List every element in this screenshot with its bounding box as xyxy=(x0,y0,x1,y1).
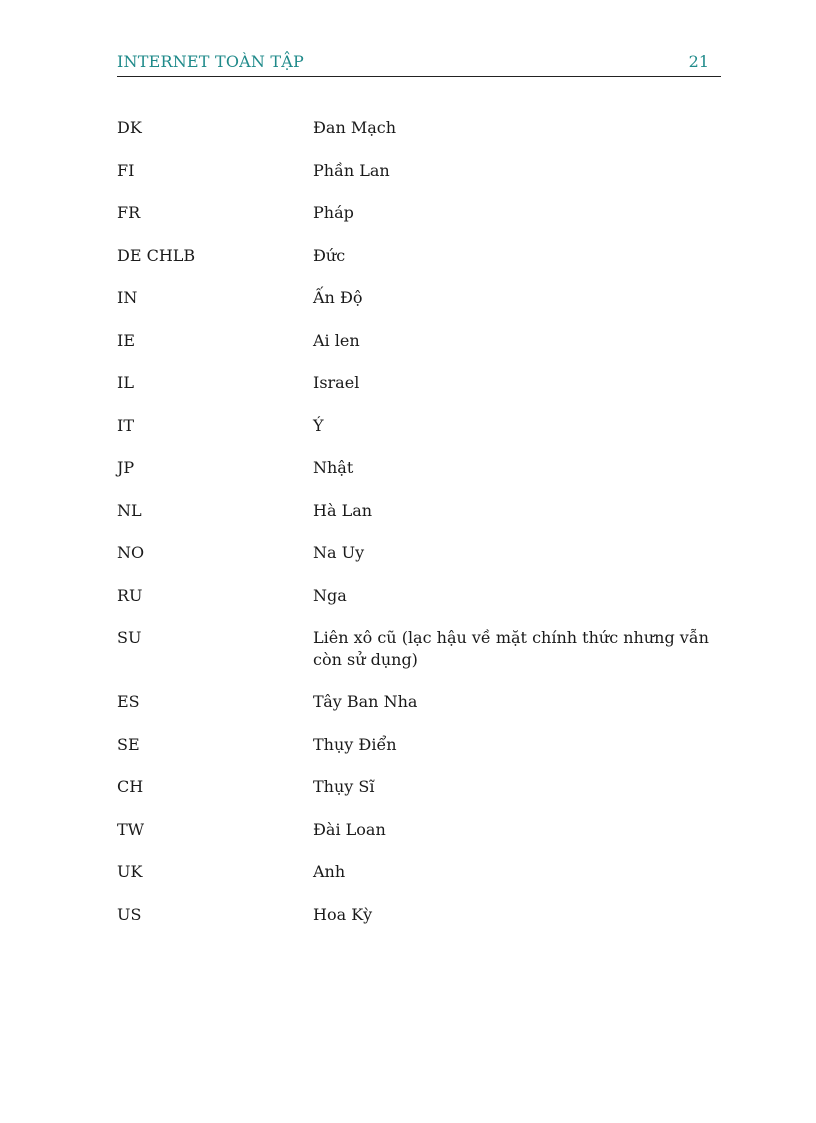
country-code: UK xyxy=(117,862,143,881)
country-code: IE xyxy=(117,330,135,350)
country-name: Liên xô cũ (lạc hậu về mặt chính thức nhưng vẫn còn sử dụng) xyxy=(313,628,709,669)
country-code: IL xyxy=(117,373,134,392)
table-row xyxy=(117,861,721,883)
country-code: DE CHLB xyxy=(117,245,196,265)
table-row xyxy=(117,691,721,713)
running-title: INTERNET TOÀN TẬP xyxy=(117,52,304,71)
country-name: Ấn Độ xyxy=(313,288,363,307)
country-code: CH xyxy=(117,777,144,796)
table-row xyxy=(117,287,721,309)
country-code: FR xyxy=(117,203,141,222)
country-name: Hoa Kỳ xyxy=(313,904,373,924)
page-header xyxy=(117,52,721,77)
country-name: Ai len xyxy=(313,330,360,350)
country-name: Đài Loan xyxy=(313,819,386,839)
table-row xyxy=(117,457,721,479)
country-name: Na Uy xyxy=(313,543,365,562)
country-code: DK xyxy=(117,118,142,137)
country-code: IT xyxy=(117,415,134,435)
table-row xyxy=(117,585,721,607)
country-code: SE xyxy=(117,734,140,754)
page-number: 21 xyxy=(688,52,709,71)
country-code: ES xyxy=(117,692,140,711)
table-row xyxy=(117,202,721,224)
table-row xyxy=(117,776,721,798)
country-name: Tây Ban Nha xyxy=(313,692,418,711)
table-row xyxy=(117,819,721,841)
country-name: Phần Lan xyxy=(313,160,390,180)
table-row xyxy=(117,734,721,756)
country-name: Đan Mạch xyxy=(313,118,397,137)
table-row xyxy=(117,117,721,139)
country-name: Anh xyxy=(313,862,346,881)
table-row xyxy=(117,160,721,182)
country-name: Ý xyxy=(313,415,324,435)
table-row xyxy=(117,330,721,352)
country-code: NO xyxy=(117,543,145,562)
country-name: Đức xyxy=(313,245,346,265)
country-name: Thụy Sĩ xyxy=(313,777,375,796)
country-code: IN xyxy=(117,288,138,307)
country-code: TW xyxy=(117,819,145,839)
country-name: Israel xyxy=(313,373,360,392)
country-code: FI xyxy=(117,160,135,180)
table-row xyxy=(117,627,721,670)
country-code: US xyxy=(117,904,142,924)
country-name: Pháp xyxy=(313,203,354,222)
country-code: RU xyxy=(117,585,143,605)
country-code: JP xyxy=(117,458,135,477)
country-code: NL xyxy=(117,500,142,520)
country-name: Nhật xyxy=(313,458,354,477)
country-code: SU xyxy=(117,628,142,647)
table-row xyxy=(117,245,721,267)
table-row xyxy=(117,500,721,522)
country-name: Nga xyxy=(313,585,347,605)
country-name: Hà Lan xyxy=(313,500,373,520)
table-row xyxy=(117,542,721,564)
country-code-table xyxy=(117,117,721,946)
table-row xyxy=(117,904,721,926)
table-row xyxy=(117,415,721,437)
table-row xyxy=(117,372,721,394)
country-name: Thụy Điển xyxy=(313,734,397,754)
